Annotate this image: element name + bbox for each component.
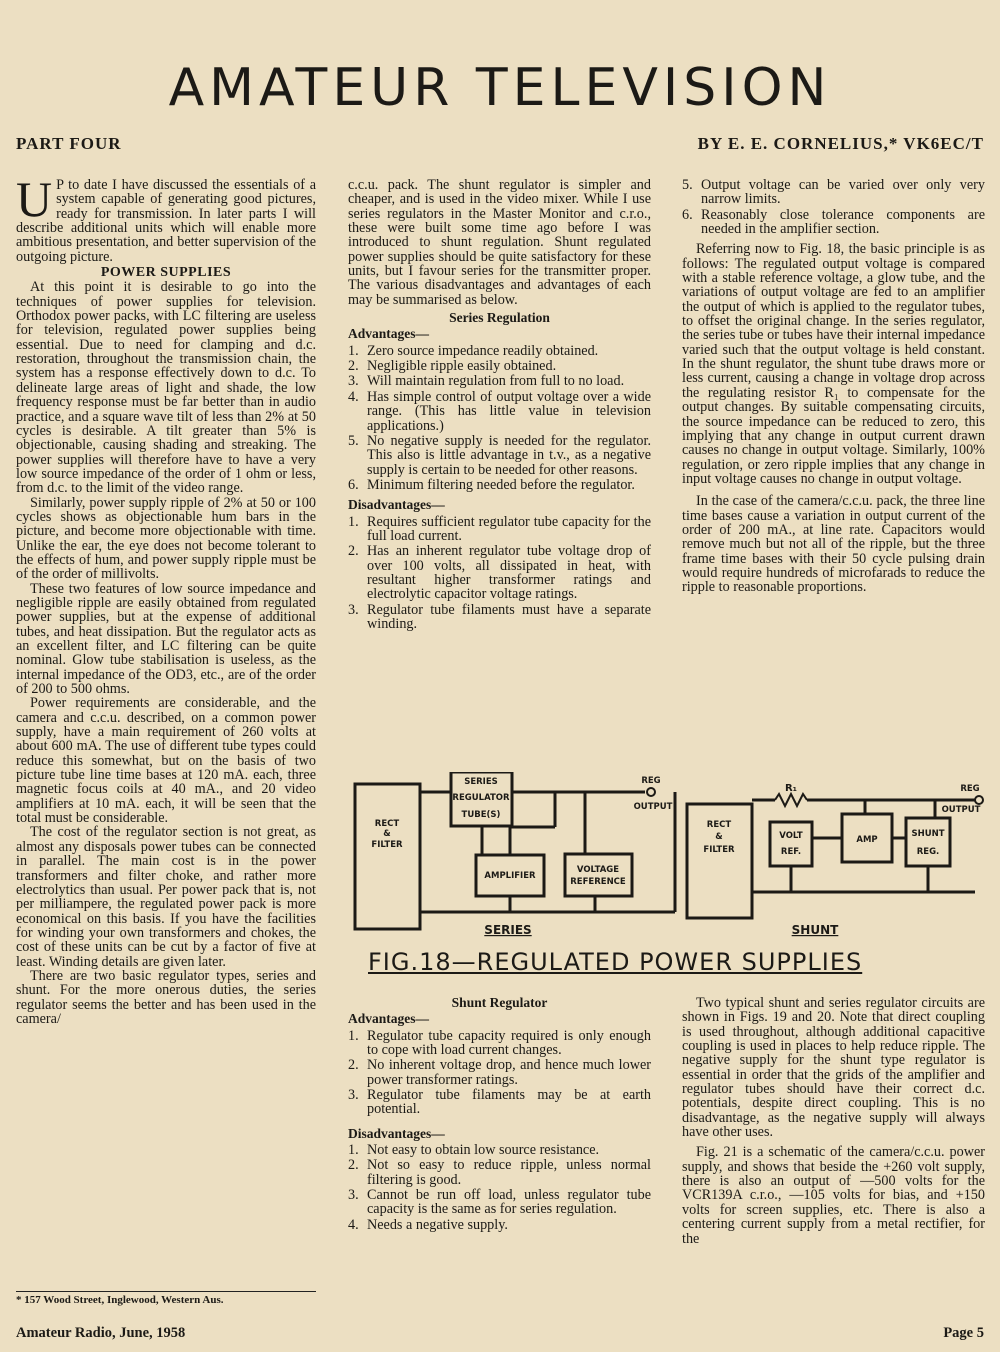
column-3: [682, 178, 985, 595]
shunt-out-label-2: OUTPUT: [941, 805, 981, 815]
intro-paragraph: U P to date I have discussed the essentials of a system capable of generating good pictures, ready for transmission. In later parts I will describe additional units which will enable more ambitious presentation, and better supervision of the outgoing picture.: [16, 171, 316, 265]
list-item: [348, 1088, 651, 1117]
shunt-rect-label-2: &: [715, 832, 723, 842]
list-item-text: No inherent voltage drop, and hence much lower power transformer ratings.: [367, 1057, 651, 1088]
list-item: [348, 1218, 651, 1232]
shunt-reg-label-1: SHUNT: [911, 829, 945, 839]
paragraph: These two features of low source impedance and negligible ripple are easily obtained from regulated power supplies, but at the expense of additional tubes, and heat dissipation. But the regulator acts as an excellent filter, and LC filtering can be quite nominal. Glow tube stabilisation is useless, as the internal impedance of the OD3, etc., are of the order of 200 to 500 ohms.: [16, 580, 316, 698]
series-advantages-list: [348, 344, 651, 492]
series-out-label-2: OUTPUT: [633, 802, 673, 812]
footer-journal: Amateur Radio, June, 1958: [16, 1325, 186, 1341]
paragraph: In the case of the camera/c.c.u. pack, the three line time bases cause a variation in output current of the order of 200 mA., at line rate. Capacitors would remove much but not all of the ripple, but the three frame time bases with their 50 cycle pulsing drain would require hundreds of microfarads to reduce the ripple to reasonable proportions.: [682, 493, 985, 596]
paragraph: The cost of the regulator section is not great, as almost any disposals power tubes can be connected in parallel. The main cost is in the power transformers and filter choke, and rather more electrolytics than usual. Per power pack that is, not per milliampere, the regulated power pack is more economical on this basis. If you have the facilities for winding your own transformers and chokes, the cost of these units can be cut by a factor of five at least. Winding details are given later.: [16, 824, 316, 970]
paragraph: Power requirements are considerable, and the camera and c.c.u. described, on a common power supply, have a main requirement of 260 volts at about 600 mA. The use of different tube types could reduce this somewhat, but on the basis of two picture tube line time bases at 120 mA. each, three magnetic focus coils at 40 mA., and 20 video amplifiers at 10 mA. each, it will be seen that the total must be considerable.: [16, 695, 316, 827]
figure-caption: FIG.18—REGULATED POWER SUPPLIES: [368, 948, 863, 976]
list-item-text: Not easy to obtain low source resistance.: [367, 1142, 600, 1159]
footnote-rule: [16, 1291, 316, 1292]
shunt-amp-label: AMP: [856, 835, 878, 845]
list-item-number: 6.: [348, 476, 359, 493]
list-item: [348, 434, 651, 477]
paragraph: At this point it is desirable to go into the techniques of power supplies for television. Orthodox power packs, with LC filtering are useless for television, regulated power supplies being essential. Due to need for clamping and d.c. restoration, throughout the transmission chain, the system has a response effectively down to d.c. To delineate large areas of light and shade, the low frequency response must be far better than in audio practice, and a square wave tilt of less than 2% at 50 cycles is desirable. A tilt greater than 5% is objectionable, causing shading and streaking. The power supplies will therefore have to have a very low source impedance of the order of 1 ohm or less, from d.c. to the limit of the video range.: [16, 279, 316, 497]
list-item: [348, 359, 651, 373]
list-item-number: 5.: [348, 432, 359, 449]
list-item: [348, 1058, 651, 1087]
shunt-out-label-1: REG: [960, 784, 980, 794]
shunt-rect-label-1: RECT: [706, 820, 732, 830]
list-item-number: 3.: [348, 373, 359, 390]
list-item-text: Has simple control of output voltage over a wide range. (This has little value in television applications.): [367, 388, 651, 434]
series-disadvantages-continued: [682, 178, 985, 236]
list-item-number: 1.: [348, 513, 359, 530]
paragraph: Referring now to Fig. 18, the basic principle is as follows: The regulated output voltage is compared with a stable reference voltage, a glow tube, and the variations of output voltage are fed to an amplifier the output of which is applied to the regulator tubes, to offset the original change. In the series regulator, the series tube or tubes have their internal impedance varied such that the output voltage is held constant. In the shunt regulator, the shunt tube draws more or less current, causing a change in voltage drop across the regulating resistor R₁ to compensate for the output changes. By suitable compensating circuits, the source impedance can be reduced to zero, this implying that any change in output current drawn causes no change in output voltage. Similarly, 100% regulation, or zero ripple implies that any change in input voltage causes no change in output voltage.: [682, 241, 985, 487]
series-rect-label-1: RECT: [374, 819, 400, 829]
section-heading: POWER SUPPLIES: [100, 265, 232, 281]
list-item-text: Cannot be run off load, unless regulator tube capacity is the same as for series regulation.: [367, 1187, 651, 1218]
list-item-text: Output voltage can be varied over only very narrow limits.: [701, 177, 985, 208]
advantages-label: Advantages—: [348, 1011, 430, 1027]
series-reg-label-3: TUBE(S): [461, 810, 501, 820]
series-reg-label-1: SERIES: [464, 777, 498, 787]
series-rect-label-3: FILTER: [371, 840, 403, 850]
series-vref-label-2: REFERENCE: [570, 877, 626, 887]
paragraph: Two typical shunt and series regulator circuits are shown in Figs. 19 and 20. Note that direct coupling is used throughout, although additional capacitive coupling is used in places to help reduce ripple. The negative supply for the shunt type regulator is essential in order that the grids of the amplifier and regulator tubes should have their correct d.c. potentials, despite direct coupling. This is no disadvantage, as the negative supply will always have other uses.: [682, 995, 985, 1141]
list-item-number: 2.: [348, 543, 359, 560]
list-item: [348, 1143, 651, 1157]
series-vref-label-1: VOLTAGE: [576, 865, 620, 875]
list-item-text: Regulator tube filaments must have a separate winding.: [367, 601, 651, 632]
shunt-reg-block: [906, 818, 950, 866]
list-item: [348, 515, 651, 544]
list-item-number: 6.: [682, 206, 693, 223]
author-byline: BY E. E. CORNELIUS,* VK6EC/T: [697, 134, 984, 153]
series-regulation-heading: Series Regulation: [449, 310, 550, 326]
list-item-text: Zero source impedance readily obtained.: [367, 342, 599, 359]
list-item: [348, 603, 651, 632]
shunt-vref-label-1: VOLT: [779, 831, 803, 841]
list-item-number: 2.: [348, 1157, 359, 1174]
list-item-number: 3.: [348, 601, 359, 618]
list-item: [348, 544, 651, 601]
series-reg-label-2: REGULATOR: [452, 793, 510, 803]
column-1: [16, 171, 316, 1027]
list-item-number: 1.: [348, 1027, 359, 1044]
list-item-number: 1.: [348, 1142, 359, 1159]
page-number: Page 5: [943, 1325, 984, 1341]
footnote: * 157 Wood Street, Inglewood, Western Aus.: [16, 1294, 224, 1306]
paragraph: Fig. 21 is a schematic of the camera/c.c.u. power supply, and shows that beside the +260 volt supply, there is also an output of —500 volts for the VCR139A c.r.o., —105 volts for bias, and +150 volts for screen supplies, etc. There is also a centering current supply from a metal rectifier, for the: [682, 1144, 985, 1247]
shunt-volt-ref-block: [770, 822, 812, 866]
list-item-text: No negative supply is needed for the regulator. This also is little advantage in t.v., as a negative supply is certain to be needed for other reasons.: [367, 432, 651, 478]
list-item: [348, 344, 651, 358]
paragraph: Similarly, power supply ripple of 2% at 50 or 100 cycles shows as objectionable hum bars in the picture, and become more objectionable with time. Unlike the ear, the eye does not become tolerant to the effects of hum, and power supply ripple must be of the order of millivolts.: [16, 494, 316, 583]
list-item: [348, 1158, 651, 1187]
list-item-text: Minimum filtering needed before the regulator.: [367, 476, 635, 493]
shunt-reg-label-2: REG.: [916, 847, 940, 857]
shunt-vref-label-2: REF.: [780, 847, 802, 857]
list-item-text: Regulator tube filaments may be at earth potential.: [367, 1087, 651, 1118]
lower-column-3: [682, 996, 985, 1246]
list-item-number: 4.: [348, 388, 359, 405]
list-item-text: Negligible ripple easily obtained.: [367, 358, 557, 375]
disadvantages-label: Disadvantages—: [348, 1125, 445, 1141]
series-voltage-reference-block: [565, 854, 632, 896]
list-item: [682, 208, 985, 237]
lower-column-2: [348, 996, 651, 1233]
column-2: [348, 178, 651, 632]
list-item-number: 4.: [348, 1216, 359, 1233]
series-diagram-label: SERIES: [484, 923, 532, 937]
list-item-number: 1.: [348, 342, 359, 359]
list-item-text: Reasonably close tolerance components are needed in the amplifier section.: [701, 206, 985, 238]
drop-cap: U: [16, 171, 53, 227]
article-title: AMATEUR TELEVISION: [168, 58, 832, 118]
list-item-number: 5.: [682, 177, 693, 193]
series-amp-label: AMPLIFIER: [484, 871, 536, 881]
list-item-text: Not so easy to reduce ripple, unless normal filtering is good.: [367, 1157, 651, 1188]
list-item-number: 2.: [348, 358, 359, 375]
list-item-text: Will maintain regulation from full to no load.: [367, 373, 625, 390]
shunt-rect-label-3: FILTER: [703, 845, 735, 855]
list-item: [348, 374, 651, 388]
shunt-disadvantages-list: [348, 1143, 651, 1232]
paragraph: c.c.u. pack. The shunt regulator is simpler and cheaper, and is used in the video mixer. While I use series regulators in the Master Monitor and c.r.o., these were built some time ago before I was introduced to shunt regulation. Shunt regulated power supplies should be quite satisfactory for these units, but I favour series for the transmitter proper. The various disadvantages and advantages of each may be summarised as below.: [348, 177, 651, 308]
fig-18-diagram: [345, 772, 990, 944]
list-item: [348, 1029, 651, 1058]
shunt-diagram-label: SHUNT: [791, 923, 839, 937]
list-item-text: Needs a negative supply.: [367, 1216, 508, 1233]
advantages-label: Advantages—: [348, 326, 430, 342]
series-disadvantages-list: [348, 515, 651, 632]
paragraph: There are two basic regulator types, series and shunt. For the more onerous duties, the series regulator seems the better and has been used in the camera/: [16, 967, 316, 1027]
series-rect-label-2: &: [383, 829, 391, 839]
shunt-resistor-label: R₁: [784, 783, 798, 794]
list-item-number: 3.: [348, 1187, 359, 1204]
list-item: [348, 1188, 651, 1217]
list-item-text: Requires sufficient regulator tube capacity for the full load current.: [367, 513, 651, 544]
shunt-regulator-heading: Shunt Regulator: [451, 995, 548, 1010]
series-rect-filter-block: [355, 784, 420, 929]
series-out-label-1: REG: [641, 776, 661, 786]
list-item-text: Has an inherent regulator tube voltage drop of over 100 volts, all dissipated in heat, with resultant higher transformer ratings and electrolytic capacitor voltage ratings.: [367, 543, 651, 603]
shunt-advantages-list: [348, 1029, 651, 1117]
list-item: [348, 478, 651, 492]
list-item-text: Regulator tube capacity required is only enough to cope with load current changes.: [367, 1027, 651, 1059]
list-item: [348, 390, 651, 433]
list-item-number: 3.: [348, 1087, 359, 1104]
disadvantages-label: Disadvantages—: [348, 497, 445, 513]
list-item-number: 2.: [348, 1057, 359, 1074]
list-item: [682, 178, 985, 207]
part-label: PART FOUR: [16, 134, 122, 153]
